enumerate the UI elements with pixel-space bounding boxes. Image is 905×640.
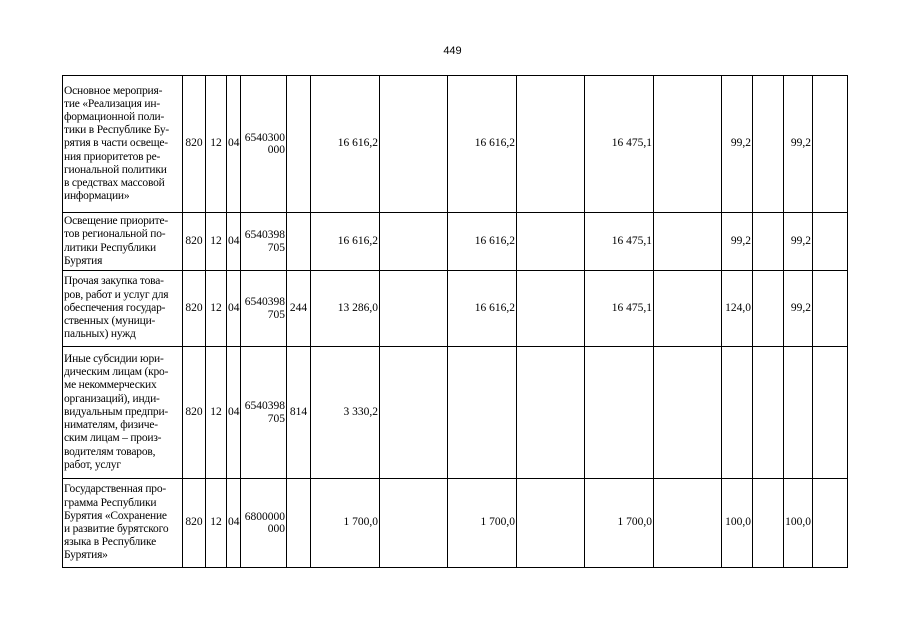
row-value-1: 1 700,0 — [311, 479, 380, 568]
row-percent-2: 99,2 — [784, 76, 813, 213]
table-row — [63, 271, 848, 347]
table-row — [63, 479, 848, 568]
row-subsection: 04 — [227, 213, 241, 271]
row-subsection: 04 — [227, 479, 241, 568]
row-ministry: 820 — [183, 347, 206, 479]
empty-cell — [517, 479, 585, 568]
row-section: 12 — [206, 479, 227, 568]
row-value-2: 1 700,0 — [448, 479, 517, 568]
row-code: 6800000 000 — [241, 479, 287, 568]
empty-cell — [753, 479, 784, 568]
row-code: 6540398 705 — [241, 347, 287, 479]
row-percent-2: 99,2 — [784, 213, 813, 271]
empty-cell — [654, 213, 722, 271]
row-name: Прочая закупка това- ров, работ и услуг для обеспечения государ- ственных (муници- пальных) нужд — [63, 271, 183, 347]
table-row — [63, 76, 848, 213]
row-percent-1 — [722, 347, 753, 479]
empty-cell — [517, 213, 585, 271]
table-row — [63, 347, 848, 479]
empty-cell — [380, 76, 448, 213]
empty-cell — [380, 213, 448, 271]
page-number: 449 — [443, 45, 462, 57]
row-percent-1: 124,0 — [722, 271, 753, 347]
row-value-3: 1 700,0 — [585, 479, 654, 568]
row-percent-2: 100,0 — [784, 479, 813, 568]
row-value-3: 16 475,1 — [585, 76, 654, 213]
row-subsection: 04 — [227, 76, 241, 213]
row-percent-1: 99,2 — [722, 213, 753, 271]
empty-cell — [654, 479, 722, 568]
row-type: 814 — [287, 347, 311, 479]
row-type — [287, 76, 311, 213]
empty-cell — [813, 76, 848, 213]
row-value-3: 16 475,1 — [585, 271, 654, 347]
empty-cell — [380, 347, 448, 479]
table-row — [63, 213, 848, 271]
row-percent-2 — [784, 347, 813, 479]
row-section: 12 — [206, 76, 227, 213]
empty-cell — [813, 347, 848, 479]
row-value-1: 16 616,2 — [311, 76, 380, 213]
empty-cell — [654, 347, 722, 479]
empty-cell — [380, 271, 448, 347]
empty-cell — [753, 271, 784, 347]
row-value-2: 16 616,2 — [448, 271, 517, 347]
empty-cell — [654, 271, 722, 347]
row-name: Иные субсидии юри- дическим лицам (кро- ме некоммерческих организаций), инди- видуальным предпри- нимателям, физиче- ским лицам – произ- водителям товаров, работ, услуг — [63, 347, 183, 479]
row-subsection: 04 — [227, 271, 241, 347]
empty-cell — [753, 347, 784, 479]
row-type — [287, 213, 311, 271]
empty-cell — [380, 479, 448, 568]
row-section: 12 — [206, 213, 227, 271]
row-subsection: 04 — [227, 347, 241, 479]
row-value-3: 16 475,1 — [585, 213, 654, 271]
budget-table — [62, 75, 848, 568]
row-section: 12 — [206, 347, 227, 479]
empty-cell — [753, 213, 784, 271]
row-value-2: 16 616,2 — [448, 76, 517, 213]
row-type: 244 — [287, 271, 311, 347]
row-code: 6540398 705 — [241, 213, 287, 271]
empty-cell — [654, 76, 722, 213]
row-code: 6540398 705 — [241, 271, 287, 347]
row-value-1: 13 286,0 — [311, 271, 380, 347]
empty-cell — [813, 271, 848, 347]
row-value-3 — [585, 347, 654, 479]
empty-cell — [813, 213, 848, 271]
empty-cell — [753, 76, 784, 213]
row-value-1: 16 616,2 — [311, 213, 380, 271]
row-name: Освещение приорите- тов региональной по- литики Республики Бурятия — [63, 213, 183, 271]
empty-cell — [813, 479, 848, 568]
row-code: 6540300 000 — [241, 76, 287, 213]
row-name: Основное мероприя- тие «Реализация ин- формационной поли- тики в Республике Бу- рятия в части освеще- ния приоритетов ре- гиональной политики в средствах массовой информации» — [63, 76, 183, 213]
row-ministry: 820 — [183, 76, 206, 213]
row-ministry: 820 — [183, 271, 206, 347]
row-ministry: 820 — [183, 479, 206, 568]
row-type — [287, 479, 311, 568]
row-name: Государственная про- грамма Республики Бурятия «Сохранение и развитие бурятского языка в Республике Бурятия» — [63, 479, 183, 568]
row-percent-1: 99,2 — [722, 76, 753, 213]
empty-cell — [517, 76, 585, 213]
row-section: 12 — [206, 271, 227, 347]
row-value-1: 3 330,2 — [311, 347, 380, 479]
row-value-2: 16 616,2 — [448, 213, 517, 271]
table-body — [63, 76, 848, 568]
row-value-2 — [448, 347, 517, 479]
empty-cell — [517, 271, 585, 347]
row-percent-2: 99,2 — [784, 271, 813, 347]
row-ministry: 820 — [183, 213, 206, 271]
row-percent-1: 100,0 — [722, 479, 753, 568]
empty-cell — [517, 347, 585, 479]
